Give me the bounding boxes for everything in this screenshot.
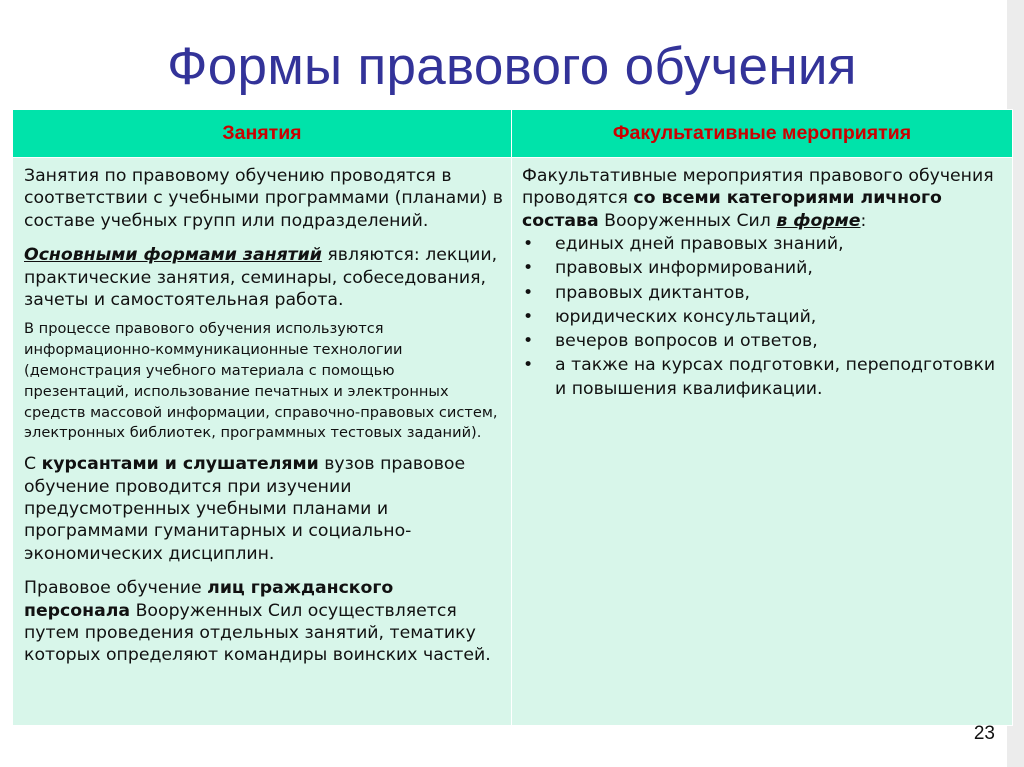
intro-text-start: Факультативные мероприятия правового обучения проводятся: [522, 166, 994, 209]
table-header-row: [13, 110, 1013, 158]
header-optional-events: Факультативные мероприятия: [512, 110, 1013, 158]
list-item: [522, 281, 1004, 305]
bullet-icon: •: [523, 258, 534, 279]
optional-events-intro: [522, 165, 1004, 232]
main-forms-paragraph: [24, 244, 503, 311]
list-item: [522, 232, 1004, 256]
civilian-emphasis: лиц гражданского персонала: [24, 578, 394, 621]
intro-bold: со всеми категориями личного состава: [522, 188, 942, 231]
main-forms-emphasis: Основными формами занятий: [24, 245, 322, 266]
bullet-icon: •: [523, 234, 534, 255]
list-item: [522, 329, 1004, 353]
main-forms-text: являются: лекции, практические занятия, семинары, собеседования, зачеты и самостоятельная работа.: [24, 245, 498, 311]
bullet-icon: •: [523, 306, 534, 327]
intro-emphasis: в форме: [776, 210, 861, 231]
ict-paragraph: В процессе правового обучения используются информационно-коммуникационные технологии (демонстрация учебного материала с помощью презентаций, использование печатных и электронных средств массовой информации, справочно-правовых систем, электронных библиотек, программных тестовых заданий).: [24, 320, 498, 442]
civilian-text-end: Вооруженных Сил осуществляется путем проведения отдельных занятий, тематику которых определяют командиры воинских частей.: [24, 600, 491, 666]
list-item-text: вечеров вопросов и ответов,: [555, 331, 818, 352]
events-list: [522, 232, 1004, 401]
table-body-row: [13, 158, 1013, 726]
list-item-text: а также на курсах подготовки, переподготовки и повышения квалификации.: [555, 355, 996, 400]
list-item-text: единых дней правовых знаний,: [555, 234, 844, 255]
list-item: [522, 353, 1004, 401]
list-item: [522, 305, 1004, 329]
list-item-text: правовых информирований,: [555, 258, 813, 279]
intro-text-end: :: [860, 210, 867, 231]
intro-text-middle: Вооруженных Сил: [598, 210, 777, 231]
list-item: [522, 256, 1004, 280]
forms-table: [12, 109, 1013, 726]
cadets-paragraph: [24, 453, 503, 565]
bullet-icon: •: [523, 355, 534, 376]
list-item-text: правовых диктантов,: [555, 282, 751, 303]
page-number: 23: [973, 723, 995, 744]
header-classes: Занятия: [13, 110, 512, 158]
cadets-text-start: С: [24, 454, 42, 475]
bullet-icon: •: [523, 282, 534, 303]
civilian-text-start: Правовое обучение: [24, 578, 208, 599]
classes-intro-paragraph: Занятия по правовому обучению проводятся в соответствии с учебными программами (планами) в составе учебных групп или подразделений.: [24, 166, 503, 231]
civilian-staff-paragraph: [24, 577, 503, 667]
optional-events-cell: [512, 158, 1013, 726]
cadets-text-end: вузов правовое обучение проводится при изучении предусмотренных учебными планами и программами гуманитарных и социально-экономических дисциплин.: [24, 454, 466, 564]
slide-title: Формы правового обучения: [167, 37, 857, 96]
bullet-icon: •: [523, 331, 534, 352]
list-item-text: юридических консультаций,: [555, 306, 817, 327]
classes-cell: [13, 158, 512, 726]
cadets-emphasis: курсантами и слушателями: [41, 454, 319, 475]
